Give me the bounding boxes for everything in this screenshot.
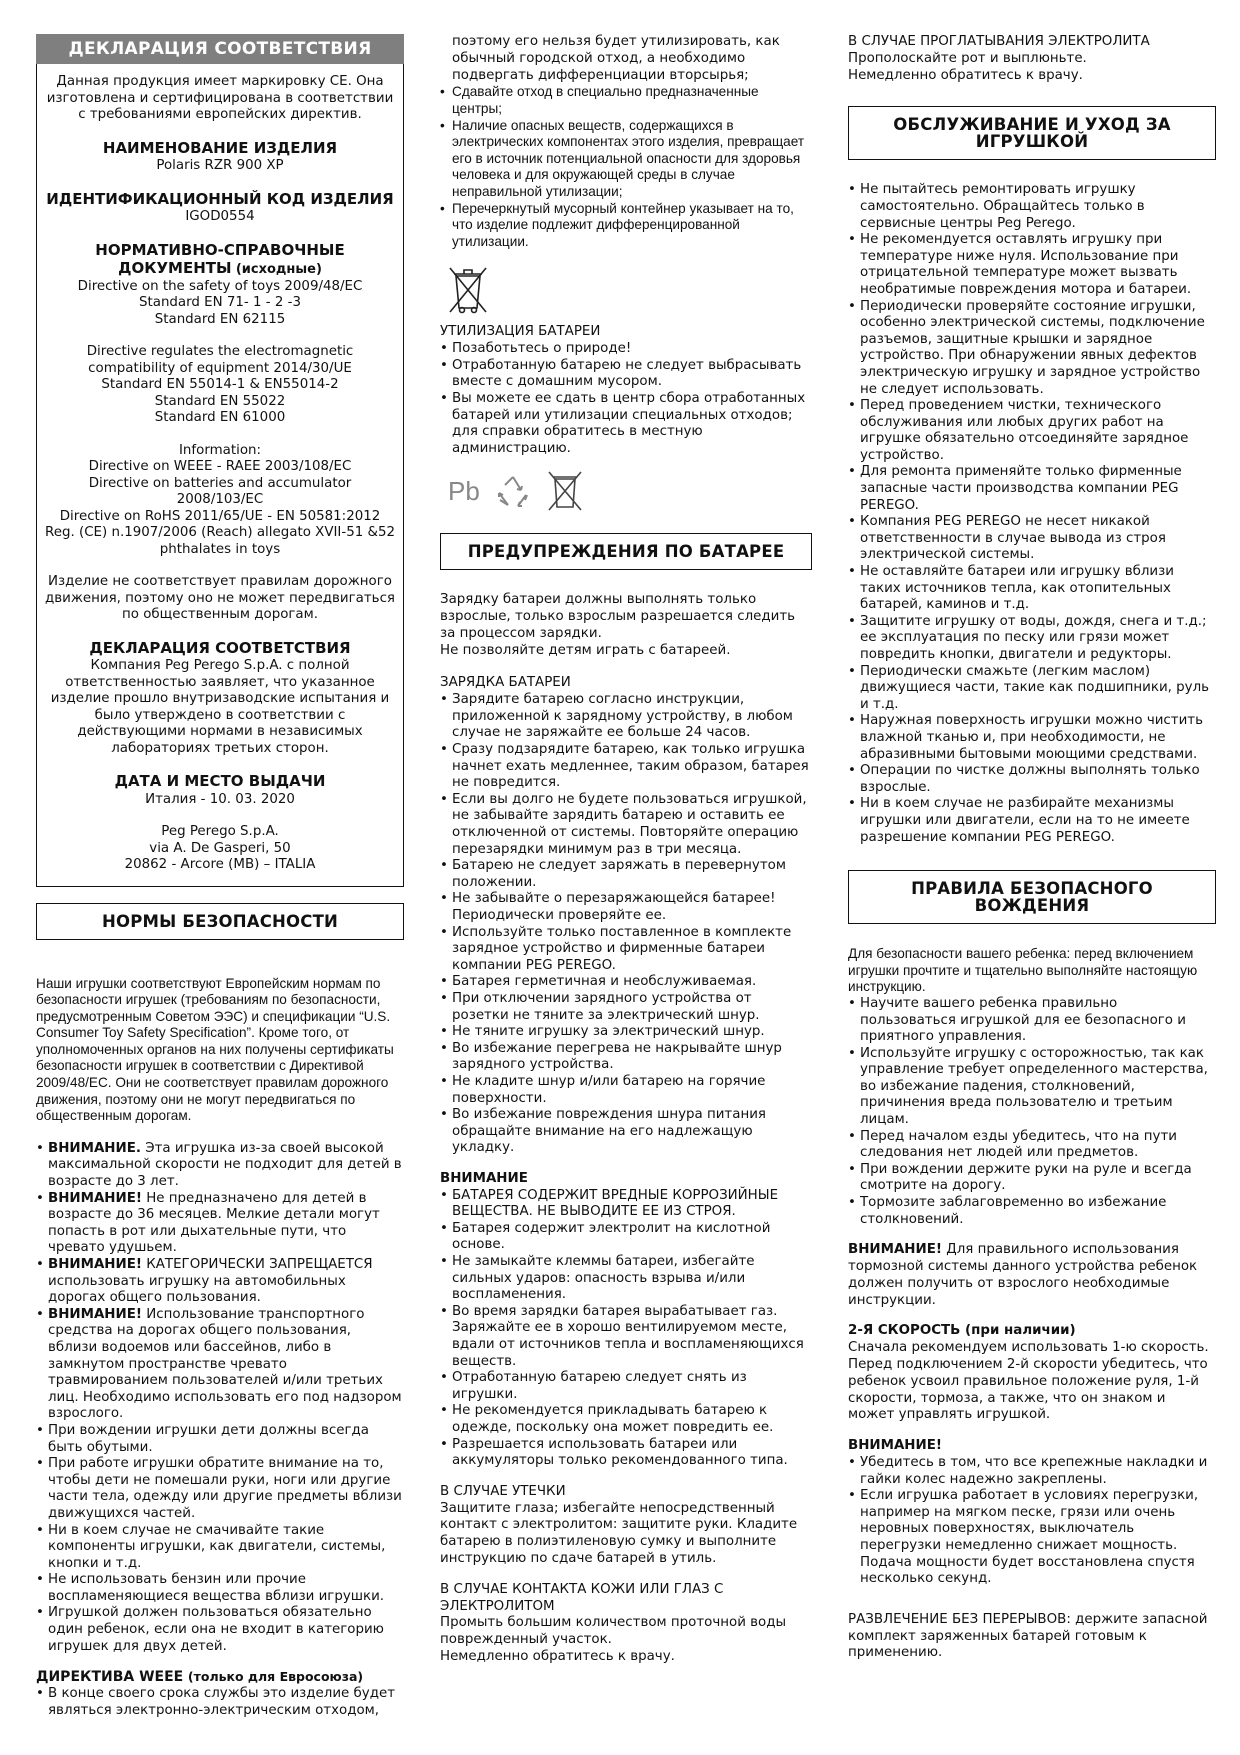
list-item: • Не замыкайте клеммы батареи, избегайте сильных ударов: опасность взрыва и/или воспламенения. bbox=[440, 1254, 812, 1304]
brake-note-text: Для правильного использования тормозной системы данного устройства ребенок должен получить от взрослого необходимые инструкции. bbox=[848, 1242, 1198, 1308]
column-middle bbox=[440, 34, 812, 1666]
product-name-block bbox=[45, 140, 395, 175]
warning2-list bbox=[848, 1455, 1216, 1588]
product-name: Polaris RZR 900 XP bbox=[156, 158, 284, 173]
maintenance-header: ОБСЛУЖИВАНИЕ И УХОД ЗА ИГРУШКОЙ bbox=[848, 106, 1216, 160]
weee-list-start bbox=[36, 1686, 404, 1719]
fun-title: РАЗВЛЕЧЕНИЕ БЕЗ ПЕРЕРЫВОВ: bbox=[848, 1611, 1071, 1627]
list-item: • Убедитесь в том, что все крепежные накладки и гайки колес надежно закреплены. bbox=[848, 1455, 1216, 1488]
list-item: • Не тяните игрушку за электрический шнур. bbox=[440, 1024, 812, 1041]
swallow-text: Прополоскайте рот и выплюньте. Немедленно обратитесь к врачу. bbox=[848, 50, 1087, 83]
date-title: ДАТА И МЕСТО ВЫДАЧИ bbox=[114, 772, 326, 790]
column-left bbox=[36, 34, 404, 1719]
list-item: • Используйте только поставленное в комплекте зарядное устройство и фирменные батареи компании PEG PEREGO. bbox=[440, 925, 812, 975]
date-block bbox=[45, 773, 395, 808]
list-item: • Позаботьтесь о природе! bbox=[440, 341, 812, 358]
list-item: • Батарея герметичная и необслуживаемая. bbox=[440, 974, 812, 991]
info-lines: Information: Directive on WEEE - RAEE 2003/108/EC Directive on batteries and accumulator 2008/103/EC Directive on RoHS 2011/65/UE - EN 50581:2012 Reg. (CE) n.1907/2006 (Reach) allegato XVII-51 &52 phthalates in toys bbox=[45, 442, 395, 557]
disposal-icons bbox=[448, 469, 812, 513]
list-item: • Наружная поверхность игрушки можно чистить влажной тканью и, при необходимости, не абразивными бытовыми моющими средствами. bbox=[848, 713, 1216, 763]
list-item: • Тормозите заблаговременно во избежание столкновений. bbox=[848, 1195, 1216, 1228]
list-item: • Зарядите батарею согласно инструкции, приложенной к зарядному устройству, в любом случае не заряжайте ее больше 24 часов. bbox=[440, 692, 812, 742]
list-item: • Батарею не следует заряжать в перевернутом положении. bbox=[440, 858, 812, 891]
warning2-title: ВНИМАНИЕ! bbox=[848, 1438, 942, 1454]
list-item: • Не оставляйте батареи или игрушку вблизи таких источников тепла, как отопительных батарей, каминов и т.д. bbox=[848, 564, 1216, 614]
list-item: • Не рекомендуется прикладывать батарею к одежде, поскольку она может повредить ее. bbox=[440, 1403, 812, 1436]
declaration2-text: Компания Peg Perego S.p.A. с полной ответственностью заявляет, что указанное изделие прошло внутризаводские испытания и было утверждено в соответствии с действующими нормами в независимых лабораториях третьих сторон. bbox=[50, 658, 390, 756]
list-item: • Защитите игрушку от воды, дождя, снега и т.д.; ее эксплуатация по песку или грязи может повредить кнопки, двигатели и редукторы. bbox=[848, 614, 1216, 664]
list-item: • Во избежание перегрева не накрывайте шнур зарядного устройства. bbox=[440, 1041, 812, 1074]
list-item: • БАТАРЕЯ СОДЕРЖИТ ВРЕДНЫЕ КОРРОЗИЙНЫЕ ВЕЩЕСТВА. НЕ ВЫВОДИТЕ ЕЕ ИЗ СТРОЯ. bbox=[440, 1188, 812, 1221]
list-item: • Во избежание повреждения шнура питания обращайте внимание на его надлежащую укладку. bbox=[440, 1107, 812, 1157]
weee-title: ДИРЕКТИВА WEEE bbox=[36, 1669, 184, 1686]
list-item: • Не пытайтесь ремонтировать игрушку самостоятельно. Обращайтесь только в сервисные центры Peg Perego. bbox=[848, 182, 1216, 232]
list-item: • ВНИМАНИЕ. Эта игрушка из-за своей высокой максимальной скорости не подходит для детей в возрасте до 3 лет. bbox=[36, 1141, 404, 1191]
list-item: • Во время зарядки батарея вырабатывает газ. Заряжайте ее в хорошо вентилируемом месте, вдали от источников тепла и воспламеняющихся веществ. bbox=[440, 1304, 812, 1370]
company-address: Peg Perego S.p.A. via A. De Gasperi, 50 20862 - Arcore (MB) – ITALIA bbox=[124, 824, 316, 872]
list-item: • Если игрушка работает в условиях перегрузки, например на мягком песке, грязи или очень неровных поверхностях, выключатель перегрузки немедленно снижает мощность. Подача мощности будет восстановлена спустя несколько секунд. bbox=[848, 1488, 1216, 1588]
driving-header: ПРАВИЛА БЕЗОПАСНОГО ВОЖДЕНИЯ bbox=[848, 870, 1216, 924]
list-item: • Операции по чистке должны выполнять только взрослые. bbox=[848, 763, 1216, 796]
list-item: • Периодически смажьте (легким маслом) движущиеся части, такие как подшипники, руль и т.д. bbox=[848, 664, 1216, 714]
driving-list bbox=[848, 996, 1216, 1228]
road-note: Изделие не соответствует правилам дорожного движения, поэтому оно не может передвигаться по общественным дорогам. bbox=[45, 574, 395, 622]
weee-list bbox=[440, 84, 812, 250]
list-item: • Игрушкой должен пользоваться обязательно один ребенок, если она не входит в категорию игрушек для двух детей. bbox=[36, 1605, 404, 1655]
list-item: • Периодически проверяйте состояние игрушки, особенно электрической системы, подключение разъемов, защитные крышки и зарядное устройство. При обнаружении явных дефектов электрическую игрушку и зарядное устройство не следует использовать. bbox=[848, 299, 1216, 399]
brake-note bbox=[848, 1242, 1216, 1309]
contact-text: Промыть большим количеством проточной воды поврежденный участок. Немедленно обратитесь к врачу. bbox=[440, 1615, 787, 1664]
declaration2-block bbox=[45, 640, 395, 758]
brake-note-bold: ВНИМАНИЕ! bbox=[848, 1242, 942, 1258]
column-right bbox=[848, 34, 1216, 1662]
disposal-title: УТИЛИЗАЦИЯ БАТАРЕИ bbox=[440, 324, 601, 340]
list-item: • При работе игрушки обратите внимание на то, чтобы дети не помешали руки, ноги или другие части тела, одежду или другие предметы вблизи движущихся частей. bbox=[36, 1456, 404, 1522]
weee-title-block bbox=[36, 1669, 404, 1686]
declaration-intro: Данная продукция имеет маркировку CE. Она изготовлена и сертифицирована в соответствии с требованиями европейских директив. bbox=[46, 74, 394, 122]
list-item: • Батарея содержит электролит на кислотной основе. bbox=[440, 1221, 812, 1254]
norm-docs-title: НОРМАТИВНО-СПРАВОЧНЫЕ ДОКУМЕНТЫ bbox=[95, 240, 345, 277]
weee-continuation: поэтому его нельзя будет утилизировать, как обычный городской отход, а необходимо подвергать дифференциации вторсырья; bbox=[452, 34, 780, 83]
safety-header: НОРМЫ БЕЗОПАСНОСТИ bbox=[36, 903, 404, 940]
norm-docs-lines: Directive on the safety of toys 2009/48/EC Standard EN 71- 1 - 2 -3 Standard EN 62115 bbox=[77, 278, 363, 327]
pb-label: Pb bbox=[448, 475, 480, 506]
list-item: • Сдавайте отход в специально предназначенные центры; bbox=[440, 84, 812, 117]
leak-title: В СЛУЧАЕ УТЕЧКИ bbox=[440, 1483, 566, 1499]
swallow-title: В СЛУЧАЕ ПРОГЛАТЫВАНИЯ ЭЛЕКТРОЛИТА bbox=[848, 34, 1150, 49]
safety-intro: Наши игрушки соответствуют Европейским нормам по безопасности игрушек (требованиям по безопасности, предусмотренным Советом ЭЭС) и спецификации “U.S. Consumer Toy Safety Specification”. Кроме того, от уполномоченных органов на них получены сертификаты безопасности игрушек в соответствии с Директивой 2009/48/EC. Они не соответствует правилам дорожного движения, поэтому они не могут передвигаться по общественным дорогам. bbox=[36, 975, 394, 1124]
safety-list bbox=[36, 1141, 404, 1655]
id-code-title: ИДЕНТИФИКАЦИОННЫЙ КОД ИЗДЕЛИЯ bbox=[46, 189, 394, 208]
list-item: • При вождении держите руки на руле и всегда смотрите на дорогу. bbox=[848, 1162, 1216, 1195]
list-item: • Перед началом езды убедитесь, что на пути следования нет людей или предметов. bbox=[848, 1129, 1216, 1162]
leak-text: Защитите глаза; избегайте непосредственный контакт с электролитом: защитите руки. Кладите батарею в полиэтиленовую сумку и выполните инструкцию по сдаче батарей в утиль. bbox=[440, 1500, 798, 1566]
battery-warning-title: ВНИМАНИЕ bbox=[440, 1170, 528, 1186]
list-item: • Не кладите шнур и/или батарею на горячие поверхности. bbox=[440, 1074, 812, 1107]
list-item: • Ни в коем случае не разбирайте механизмы игрушки или двигатели, если на то не имеете разрешение компании PEG PEREGO. bbox=[848, 796, 1216, 846]
charge-title: ЗАРЯДКА БАТАРЕИ bbox=[440, 675, 571, 691]
declaration2-title: ДЕКЛАРАЦИЯ СООТВЕТСТВИЯ bbox=[89, 638, 351, 657]
emc-lines: Directive regulates the electromagnetic compatibility of equipment 2014/30/UE Standard EN 55014-1 & EN55014-2 Standard EN 55022 Standard EN 61000 bbox=[86, 344, 354, 425]
list-item: • Разрешается использовать батареи или аккумуляторы только рекомендованного типа. bbox=[440, 1437, 812, 1470]
declaration-box bbox=[36, 64, 404, 887]
declaration-header: ДЕКЛАРАЦИЯ СООТВЕТСТВИЯ bbox=[36, 34, 404, 64]
list-item: • Перед проведением чистки, технического обслуживания или любых других работ на игрушке обязательно отсоединяйте зарядное устройство. bbox=[848, 398, 1216, 464]
list-item: • При отключении зарядного устройства от розетки не тяните за электрический шнур. bbox=[440, 991, 812, 1024]
list-item: • Используйте игрушку с осторожностью, так как управление требует определенного мастерства, во избежание падения, столкновений, причинения вреда пользователю и третьим лицам. bbox=[848, 1046, 1216, 1129]
speed-title: 2-Я СКОРОСТЬ (при наличии) bbox=[848, 1323, 1076, 1339]
list-item: • Научите вашего ребенка правильно пользоваться игрушкой для ее безопасного и приятного управления. bbox=[848, 996, 1216, 1046]
battery-warning-list bbox=[440, 1188, 812, 1470]
recycle-icon bbox=[494, 473, 532, 509]
battery-header: ПРЕДУПРЕЖДЕНИЯ ПО БАТАРЕЕ bbox=[440, 533, 812, 570]
date-text: Италия - 10. 03. 2020 bbox=[145, 791, 295, 807]
fun-note bbox=[848, 1612, 1216, 1662]
list-item: • Компания PEG PEREGO не несет никакой ответственности в случае вывода из строя электрической системы. bbox=[848, 514, 1216, 564]
product-name-title: НАИМЕНОВАНИЕ ИЗДЕЛИЯ bbox=[102, 138, 338, 157]
id-code: IGOD0554 bbox=[185, 209, 255, 224]
battery-intro: Зарядку батареи должны выполнять только взрослые, только взрослым разрешается следить за процессом зарядки. Не позволяйте детям играть с батареей. bbox=[440, 592, 796, 658]
list-item: • Не использовать бензин или прочие воспламеняющиеся вещества вблизи игрушки. bbox=[36, 1572, 404, 1605]
driving-intro: Для безопасности вашего ребенка: перед включением игрушки прочтите и тщательно выполняйте настоящую инструкцию. bbox=[848, 946, 1198, 995]
maintenance-list bbox=[848, 182, 1216, 846]
list-item: • Сразу подзарядите батарею, как только игрушка начнет ехать медленнее, таким образом, батарея не повредится. bbox=[440, 742, 812, 792]
list-item: • Не рекомендуется оставлять игрушку при температуре ниже нуля. Использование при отрицательной температуре может вызвать необратимые повреждения мотора и батареи. bbox=[848, 232, 1216, 298]
disposal-list bbox=[440, 341, 812, 457]
list-item: • ВНИМАНИЕ! Использование транспортного средства на дорогах общего пользования, вблизи водоемов или бассейнов, либо в замкнутом пространстве чревато травмированием пользователей и/или третьих лиц. Необходимо использовать его под надзором взрослого. bbox=[36, 1307, 404, 1423]
list-item: • ВНИМАНИЕ! Не предназначено для детей в возрасте до 36 месяцев. Мелкие детали могут попасть в рот или дыхательные пути, что чревато удушьем. bbox=[36, 1191, 404, 1257]
list-item: • В конце своего срока службы это изделие будет являться электронно-электрическим отходом, bbox=[36, 1686, 404, 1719]
norm-docs-block bbox=[45, 242, 395, 329]
fun-text: держите запасной комплект заряженных батарей готовым к применению. bbox=[848, 1611, 1208, 1661]
list-item: • ВНИМАНИЕ! КАТЕГОРИЧЕСКИ ЗАПРЕЩАЕТСЯ использовать игрушку на автомобильных дорогах общего пользования. bbox=[36, 1257, 404, 1307]
list-item: • Для ремонта применяйте только фирменные запасные части производства компании PEG PEREGO. bbox=[848, 464, 1216, 514]
norm-docs-suffix: (исходные) bbox=[235, 262, 322, 277]
list-item: • Отработанную батарею следует снять из игрушки. bbox=[440, 1370, 812, 1403]
crossed-bin-small-icon bbox=[546, 469, 584, 513]
list-item: • Если вы долго не будете пользоваться игрушкой, не забывайте зарядить батарею и оставить ее отключенной от системы. Повторяйте операцию перезарядки минимум раз в три месяца. bbox=[440, 792, 812, 858]
list-item: • Ни в коем случае не смачивайте такие компоненты игрушки, как двигатели, системы, кнопки и т.д. bbox=[36, 1523, 404, 1573]
contact-title: В СЛУЧАЕ КОНТАКТА КОЖИ ИЛИ ГЛАЗ С ЭЛЕКТРОЛИТОМ bbox=[440, 1581, 724, 1614]
id-code-block bbox=[45, 191, 395, 226]
charge-list bbox=[440, 692, 812, 1157]
list-item: • При вождении игрушки дети должны всегда быть обутыми. bbox=[36, 1423, 404, 1456]
speed-text: Сначала рекомендуем использовать 1-ю скорость. Перед подключением 2-й скорости убедитесь, что ребенок усвоил правильное положение руля, 1-й скорости, тормоза, а также, что он знаком и может управлять игрушкой. bbox=[848, 1340, 1209, 1423]
crossed-bin-icon bbox=[446, 264, 812, 314]
list-item: • Вы можете ее сдать в центр сбора отработанных батарей или утилизации специальных отходов; для справки обратитесь в местную администрацию. bbox=[440, 391, 812, 457]
weee-suffix: (только для Евросоюза) bbox=[187, 1669, 364, 1685]
list-item: • Наличие опасных веществ, содержащихся в электрических компонентах этого изделия, превращает его в источник потенциальной опасности для здоровья человека и для окружающей среды в случае неправильной утилизации; bbox=[440, 118, 812, 201]
list-item: • Отработанную батарею не следует выбрасывать вместе с домашним мусором. bbox=[440, 358, 812, 391]
list-item: • Перечеркнутый мусорный контейнер указывает на то, что изделие подлежит дифференцированной утилизации. bbox=[440, 201, 812, 251]
list-item: • Не забывайте о перезаряжающейся батарее! Периодически проверяйте ее. bbox=[440, 891, 812, 924]
